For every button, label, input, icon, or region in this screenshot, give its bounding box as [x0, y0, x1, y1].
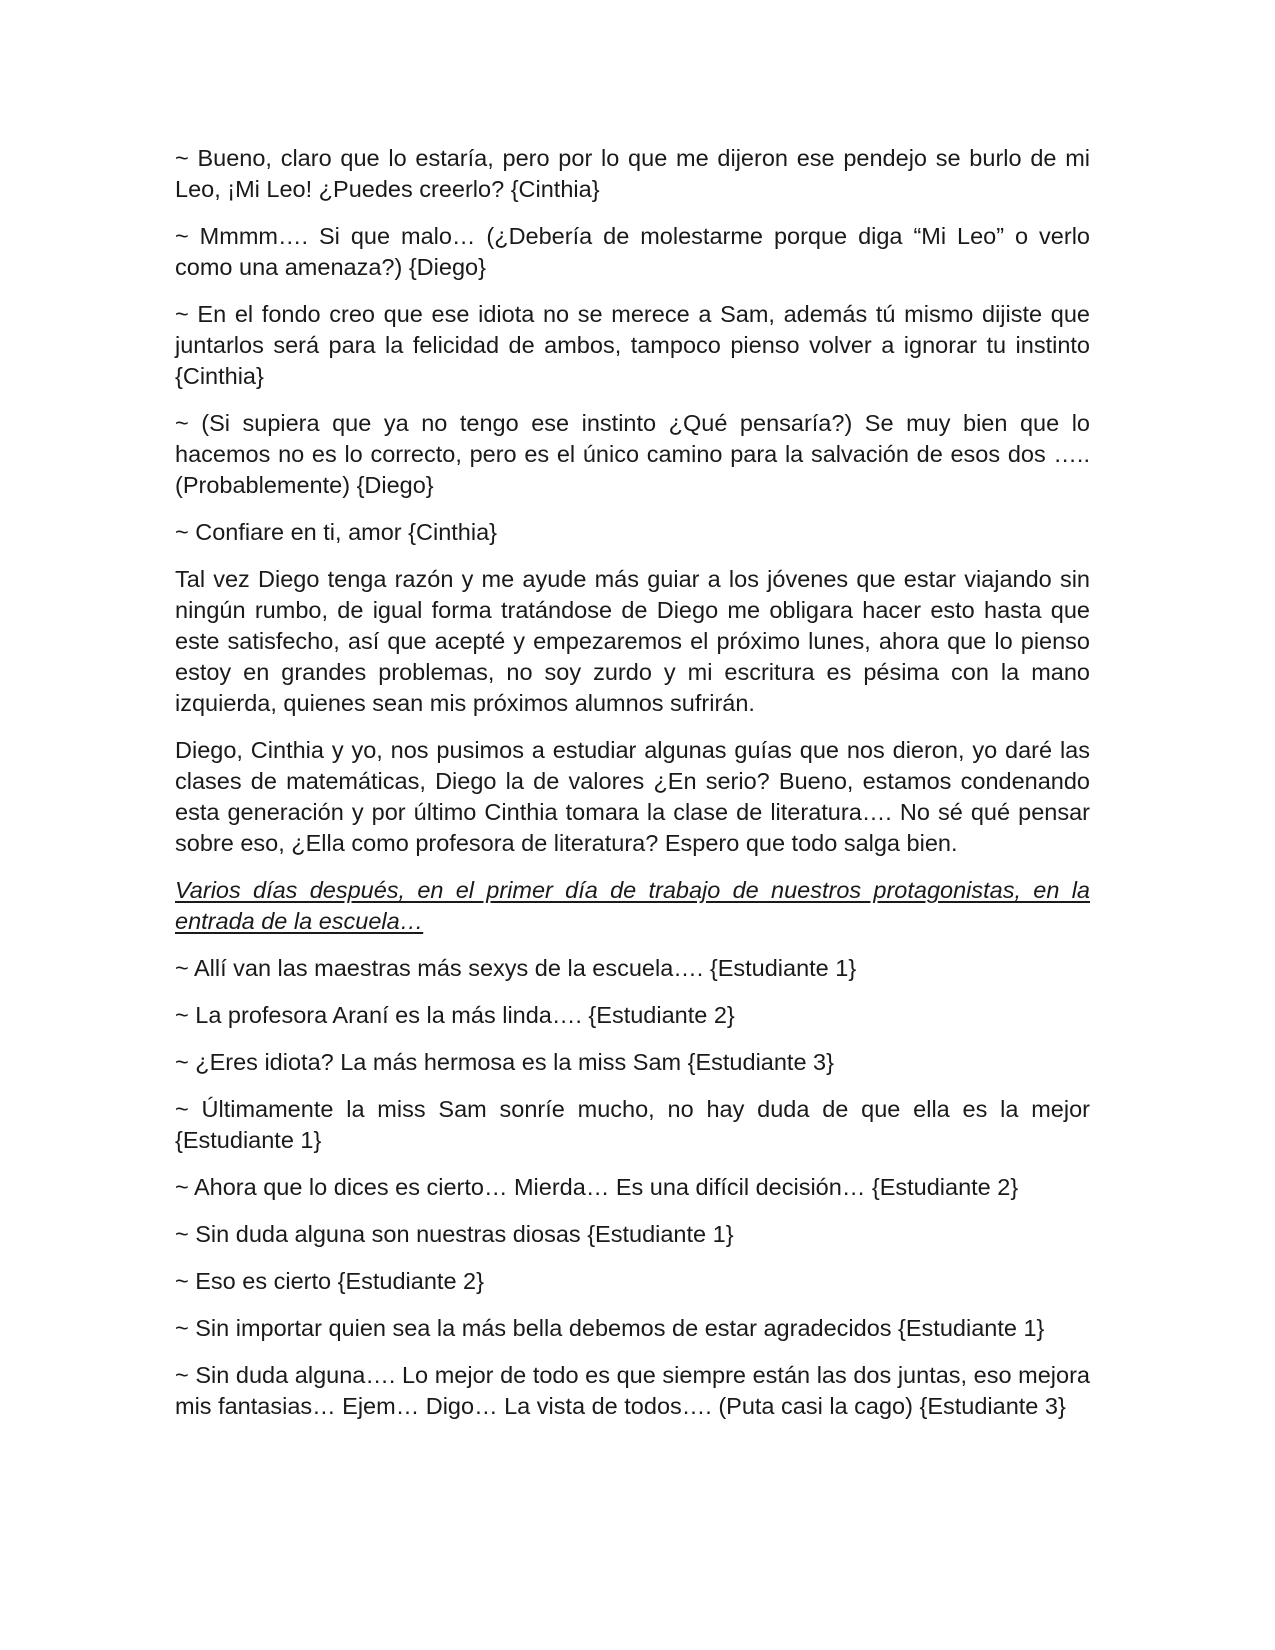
dialogue-line: ~ Confiare en ti, amor {Cinthia}: [175, 519, 498, 545]
dialogue-line: ~ Sin duda alguna…. Lo mejor de todo es que siempre están las dos juntas, eso mejora mis fantasias… Ejem… Digo… La vista de todos…. (Puta casi la cago) {Estudiante 3}: [175, 1362, 1090, 1419]
dialogue-line: ~ Últimamente la miss Sam sonríe mucho, no hay duda de que ella es la mejor {Estudiante 1}: [175, 1096, 1090, 1153]
narration-paragraph: Diego, Cinthia y yo, nos pusimos a estudiar algunas guías que nos dieron, yo daré las clases de matemáticas, Diego la de valores ¿En serio? Bueno, estamos condenando esta generación y por último Cinthia tomara la clase de literatura…. No sé qué pensar sobre eso, ¿Ella como profesora de literatura? Espero que todo salga bien.: [175, 737, 1090, 856]
dialogue-line: ~ ¿Eres idiota? La más hermosa es la miss Sam {Estudiante 3}: [175, 1049, 834, 1075]
dialogue-line: ~ Eso es cierto {Estudiante 2}: [175, 1268, 484, 1294]
scene-transition-heading: Varios días después, en el primer día de trabajo de nuestros protagonistas, en la entrada de la escuela…: [175, 877, 1090, 934]
dialogue-line: ~ Sin duda alguna son nuestras diosas {Estudiante 1}: [175, 1221, 734, 1247]
dialogue-line: ~ Bueno, claro que lo estaría, pero por lo que me dijeron ese pendejo se burlo de mi Leo, ¡Mi Leo! ¿Puedes creerlo? {Cinthia}: [175, 145, 1090, 202]
dialogue-line: ~ (Si supiera que ya no tengo ese instinto ¿Qué pensaría?) Se muy bien que lo hacemos no es lo correcto, pero es el único camino para la salvación de esos dos ….. (Probablemente) {Diego}: [175, 410, 1090, 498]
narration-paragraph: Tal vez Diego tenga razón y me ayude más guiar a los jóvenes que estar viajando sin ningún rumbo, de igual forma tratándose de Diego me obligara hacer esto hasta que este satisfecho, así que acepté y empezaremos el próximo lunes, ahora que lo pienso estoy en grandes problemas, no soy zurdo y mi escritura es pésima con la mano izquierda, quienes sean mis próximos alumnos sufrirán.: [175, 566, 1090, 716]
dialogue-line: ~ Ahora que lo dices es cierto… Mierda… Es una difícil decisión… {Estudiante 2}: [175, 1174, 1019, 1200]
dialogue-line: ~ Mmmm…. Si que malo… (¿Debería de molestarme porque diga “Mi Leo” o verlo como una amenaza?) {Diego}: [175, 223, 1090, 280]
dialogue-line: ~ Sin importar quien sea la más bella debemos de estar agradecidos {Estudiante 1}: [175, 1315, 1045, 1341]
dialogue-line: ~ En el fondo creo que ese idiota no se merece a Sam, además tú mismo dijiste que juntarlos será para la felicidad de ambos, tampoco pienso volver a ignorar tu instinto {Cinthia}: [175, 301, 1090, 389]
dialogue-line: ~ Allí van las maestras más sexys de la escuela…. {Estudiante 1}: [175, 955, 857, 981]
document-page: [175, 143, 1090, 1438]
dialogue-line: ~ La profesora Araní es la más linda…. {Estudiante 2}: [175, 1002, 735, 1028]
